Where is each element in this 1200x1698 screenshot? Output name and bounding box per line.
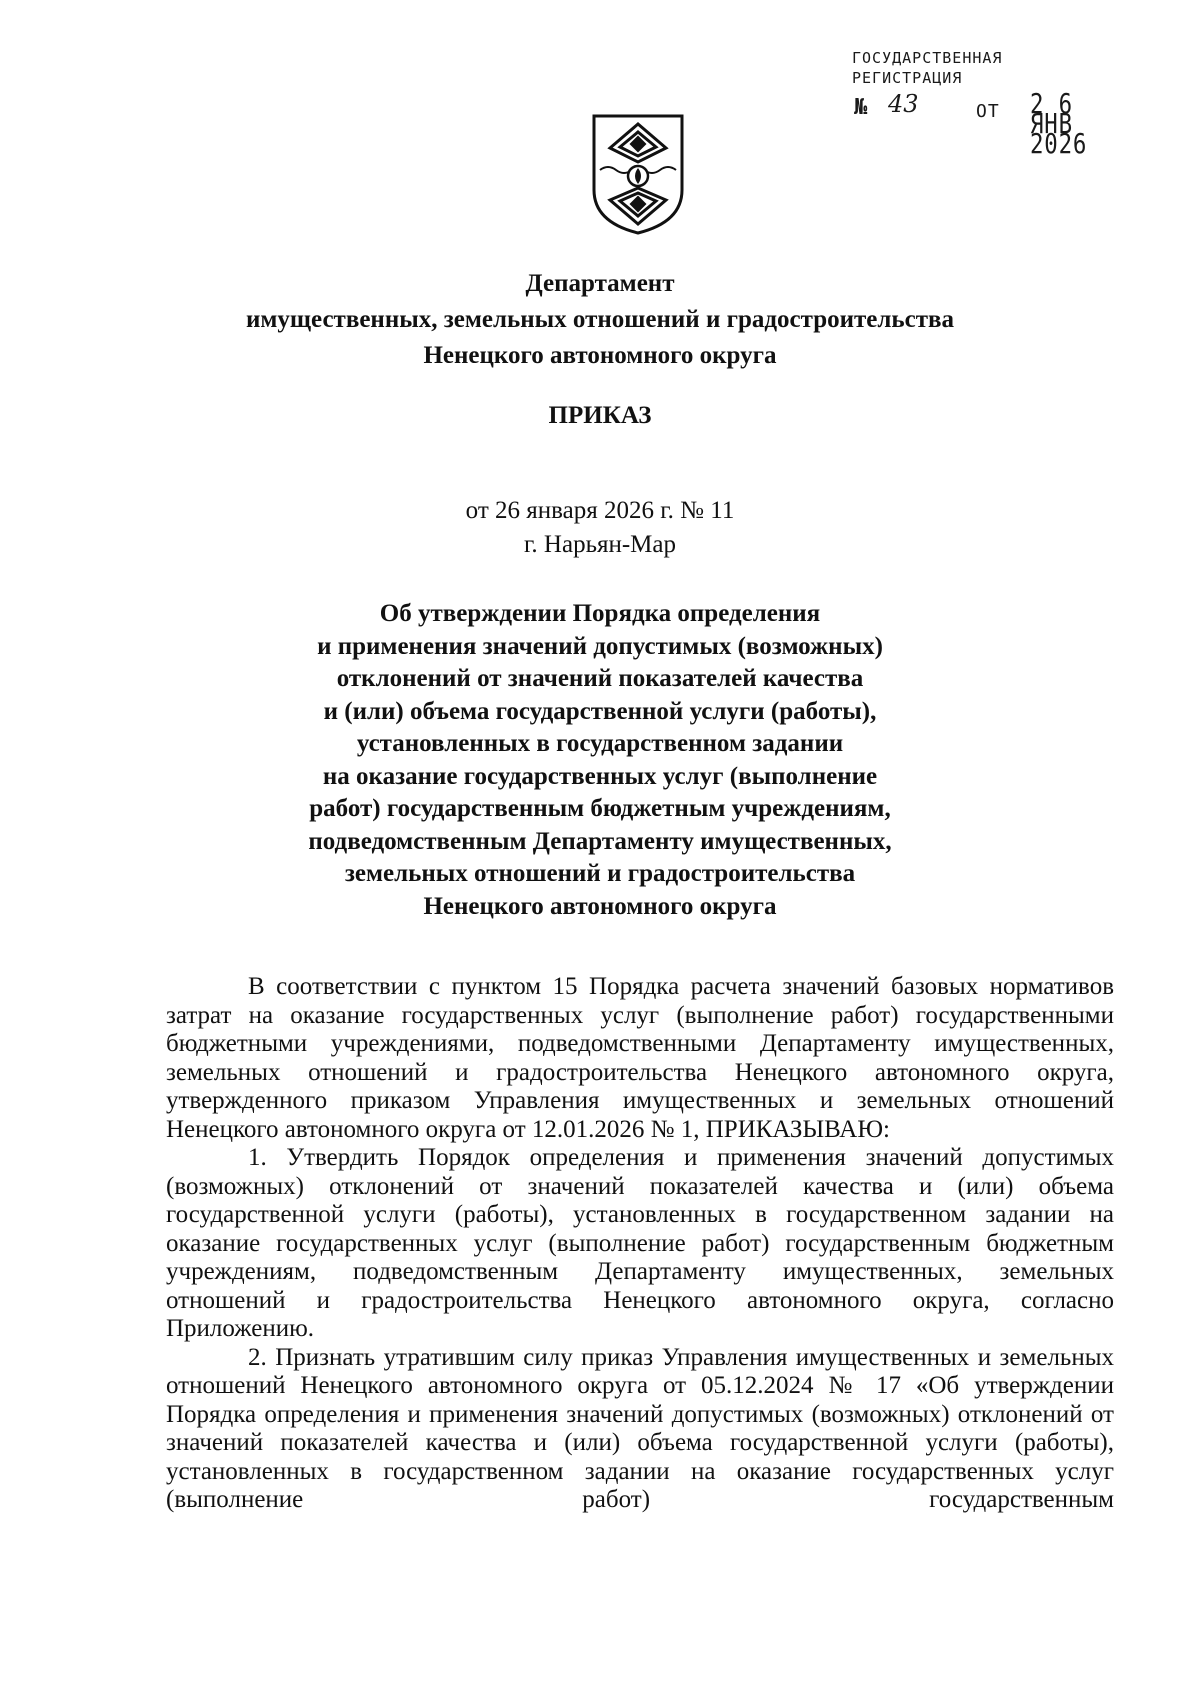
stamp-line-2: РЕГИСТРАЦИЯ bbox=[852, 69, 963, 87]
body-paragraph-item-1: 1. Утвердить Порядок определения и применения значений допустимых (возможных) отклонений от значений показателей качества и (или) объема государственной услуги (работы), установленных в государственном задании на оказание государственных услуг (выполнение работ) государственным бюджетным учреждениям, подведомственным Департаменту имущественных, земельных отношений и градостроительства Ненецкого автономного округа, согласно Приложению. bbox=[166, 1144, 1114, 1342]
stamp-from-label: ОТ bbox=[976, 101, 1000, 122]
document-type: ПРИКАЗ bbox=[548, 402, 652, 429]
date-line: от 26 января 2026 г. № 11 bbox=[465, 497, 735, 524]
place-line: г. Нарьян-Мар bbox=[523, 531, 676, 558]
stamp-number-sign: № bbox=[854, 95, 869, 120]
header-line-2: имущественных, земельных отношений и градостроительства bbox=[246, 306, 954, 333]
title-line: Об утверждении Порядка определения bbox=[379, 600, 821, 627]
coat-of-arms-icon bbox=[588, 112, 688, 237]
header-line-1: Департамент bbox=[525, 270, 675, 297]
title-line: и применения значений допустимых (возможных) bbox=[317, 632, 883, 660]
title-line: установленных в государственном задании bbox=[356, 730, 844, 757]
department-header bbox=[0, 266, 1200, 374]
stamp-number: 43 bbox=[888, 90, 919, 118]
title-line: отклонений от значений показателей качества bbox=[336, 665, 864, 692]
body-paragraph-item-2: 2. Признать утратившим силу приказ Управления имущественных и земельных отношений Ненецкого автономного округа от 05.12.2024 № 17 «Об утверждении Порядка определения и применения значений допустимых (возможных) отклонений от значений показателей качества и (или) объема государственной услуги (работы), установленных в государственном задании на оказание государственных услуг (выполнение работ) государственным bbox=[166, 1343, 1114, 1513]
document-title bbox=[0, 598, 1200, 923]
document-body bbox=[166, 973, 1114, 1515]
title-line: работ) государственным бюджетным учреждениям, bbox=[309, 795, 891, 822]
registration-stamp bbox=[852, 48, 1152, 160]
header-line-3: Ненецкого автономного округа bbox=[423, 342, 777, 369]
title-line: на оказание государственных услуг (выполнение bbox=[322, 762, 878, 790]
stamp-number-row bbox=[852, 87, 1152, 160]
title-line: и (или) объема государственной услуги (работы), bbox=[323, 697, 877, 725]
stamp-date: 2 6 ЯНВ 2026 bbox=[1030, 87, 1088, 160]
body-paragraph-preamble: В соответствии с пунктом 15 Порядка расчета значений базовых нормативов затрат на оказание государственных услуг (выполнение работ) государственными бюджетными учреждениями, подведомственными Департаменту имущественных, земельных отношений и градостроительства Ненецкого автономного округа, утвержденного приказом Управления имущественных и земельных отношений Ненецкого автономного округа от 12.01.2026 № 1, ПРИКАЗЫВАЮ: bbox=[166, 973, 1114, 1143]
title-line: земельных отношений и градостроительства bbox=[344, 860, 856, 887]
stamp-line-1: ГОСУДАРСТВЕННАЯ bbox=[852, 49, 1003, 67]
title-line: подведомственным Департаменту имущественных, bbox=[308, 827, 892, 855]
title-line: Ненецкого автономного округа bbox=[423, 892, 777, 920]
